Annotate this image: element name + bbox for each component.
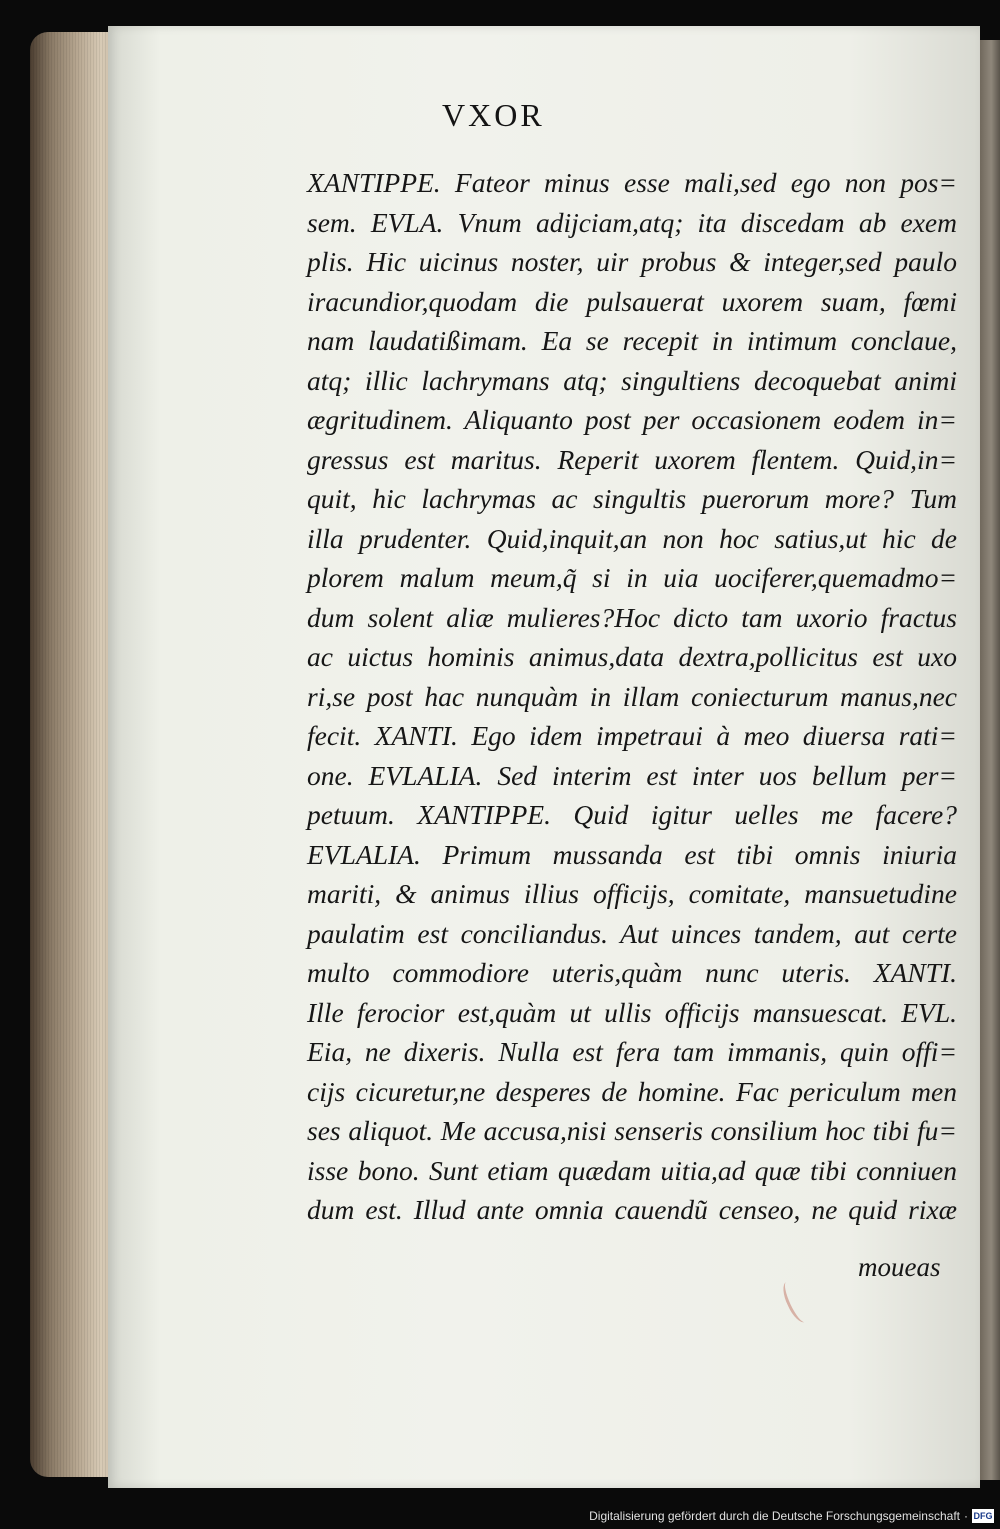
- text-line: fecit. XANTI. Ego idem impetraui à meo diuersa rati=: [307, 720, 957, 751]
- text-line: multo commodiore uteris,quàm nunc uteris. XANTI.: [307, 957, 957, 988]
- facing-page-edge: [978, 40, 1000, 1480]
- text-line: paulatim est conciliandus. Aut uinces tandem, aut certe: [307, 917, 957, 949]
- dfg-logo-icon: DFG: [973, 1511, 993, 1521]
- text-line: one. EVLALIA. Sed interim est inter uos bellum per=: [307, 759, 957, 791]
- body-text: [307, 163, 957, 1230]
- credit-separator: ·: [964, 1509, 968, 1523]
- text-line: dum est. Illud ante omnia cauendũ censeo, ne quid rixæ: [307, 1194, 957, 1225]
- text-line: quit, hic lachrymas ac singultis puerorum more? Tum: [307, 483, 957, 514]
- running-head: VXOR: [442, 97, 545, 133]
- text-line: dum solent aliæ mulieres?Hoc dicto tam uxorio fractus: [307, 601, 957, 633]
- catchword: moueas: [858, 1252, 941, 1282]
- text-line: XANTIPPE. Fateor minus esse mali,sed ego non pos=: [307, 167, 957, 198]
- text-line: Ille ferocior est,quàm ut ullis officijs mansuescat. EVL.: [307, 996, 957, 1028]
- text-line: nam laudatißimam. Ea se recepit in intimum conclaue,: [307, 325, 957, 356]
- book-block-edge: [30, 32, 114, 1477]
- digitization-credit: [589, 1507, 994, 1525]
- text-line: iracundior,quodam die pulsauerat uxorem suam, fœmi: [307, 285, 957, 317]
- text-line: atq; illic lachrymans atq; singultiens decoquebat animi: [307, 364, 957, 396]
- text-line: sem. EVLA. Vnum adijciam,atq; ita discedam ab exem: [307, 206, 957, 238]
- text-line: isse bono. Sunt etiam quædam uitia,ad quæ tibi conniuen: [307, 1154, 957, 1186]
- text-line: cijs cicuretur,ne desperes de homine. Fac periculum men: [307, 1075, 957, 1107]
- text-line: gressus est maritus. Reperit uxorem flentem. Quid,in=: [307, 443, 957, 475]
- text-line: Eia, ne dixeris. Nulla est fera tam immanis, quin offi=: [307, 1036, 957, 1067]
- text-line: ægritudinem. Aliquanto post per occasionem eodem in=: [307, 404, 957, 435]
- text-line: petuum. XANTIPPE. Quid igitur uelles me facere?: [307, 799, 957, 830]
- text-line: ac uictus hominis animus,data dextra,pollicitus est uxo: [307, 641, 957, 672]
- credit-text: Digitalisierung gefördert durch die Deutsche Forschungsgemeinschaft: [589, 1509, 960, 1523]
- text-line: illa prudenter. Quid,inquit,an non hoc satius,ut hic de: [307, 522, 957, 554]
- text-line: ses aliquot. Me accusa,nisi senseris consilium hoc tibi fu=: [307, 1115, 957, 1146]
- text-line: plis. Hic uicinus noster, uir probus & integer,sed paulo: [307, 246, 957, 277]
- text-line: ri,se post hac nunquàm in illam coniecturum manus,nec: [307, 680, 957, 712]
- text-line: mariti, & animus illius officijs, comitate, mansuetudine: [307, 878, 957, 909]
- text-line: plorem malum meum,q̃ si in uia uociferer,quemadmo=: [307, 562, 957, 593]
- text-line: EVLALIA. Primum mussanda est tibi omnis iniuria: [307, 838, 957, 870]
